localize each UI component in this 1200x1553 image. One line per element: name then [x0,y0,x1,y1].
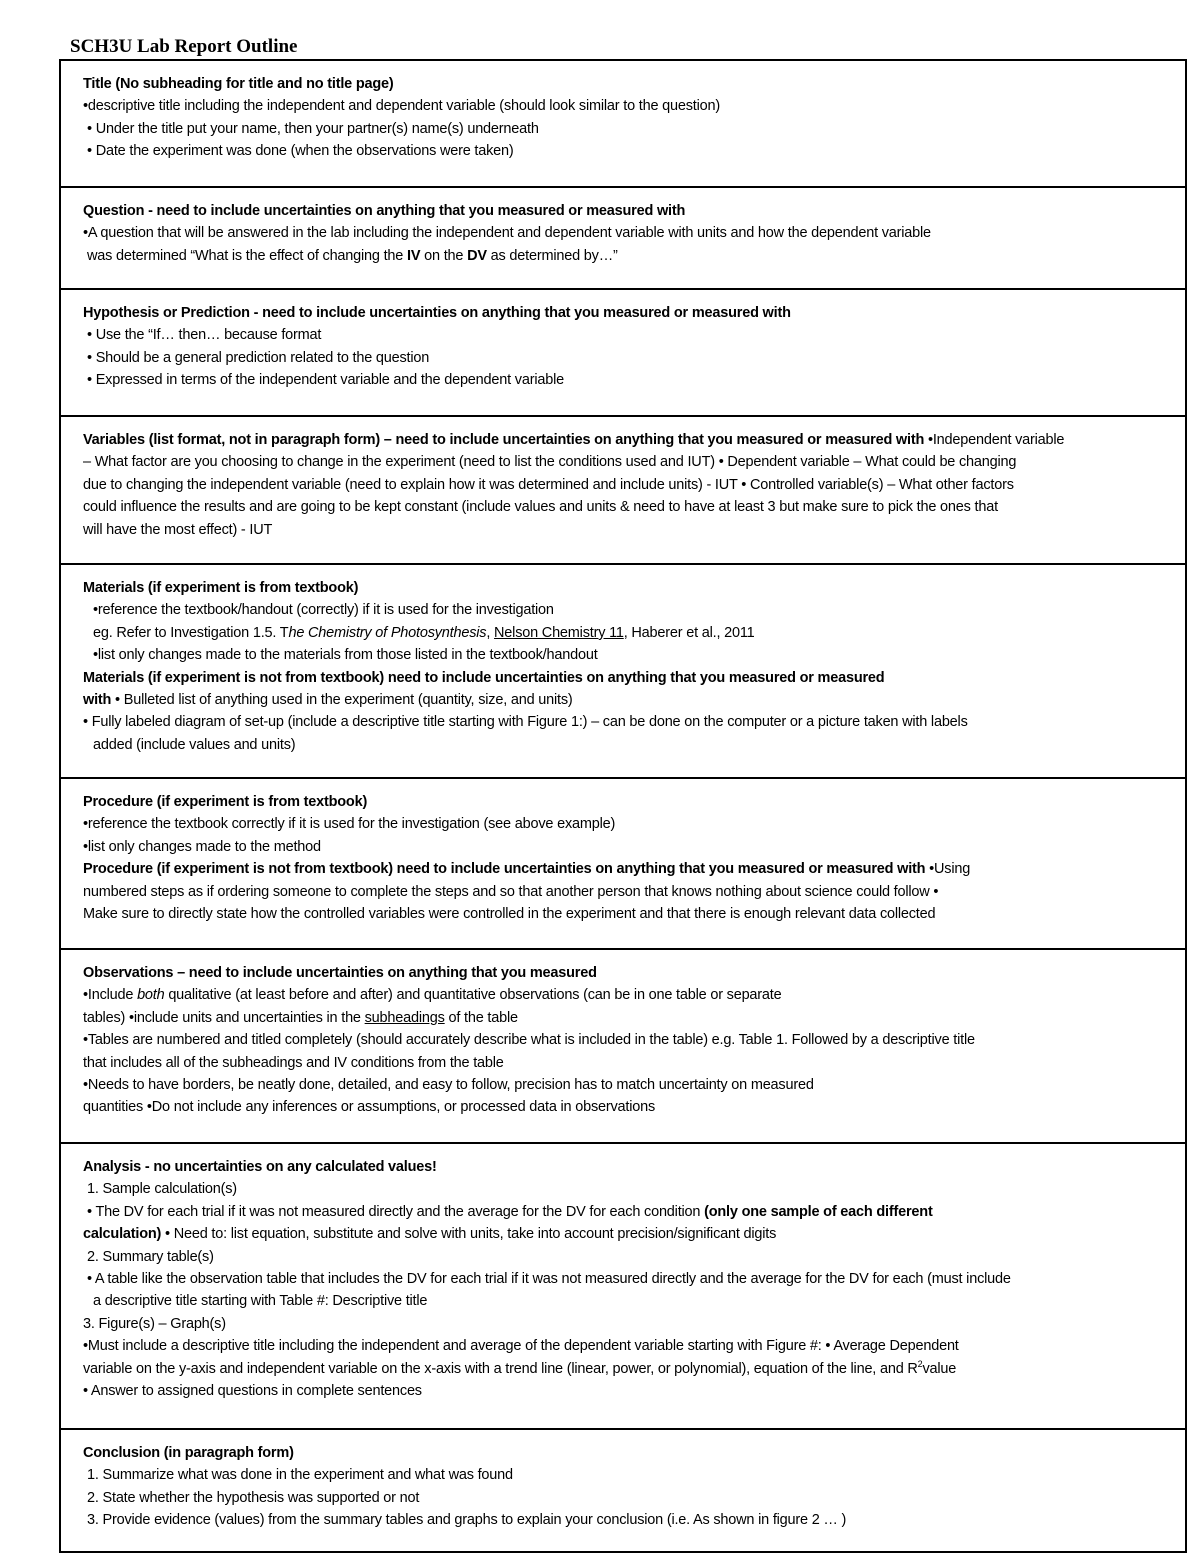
page-title: SCH3U Lab Report Outline [70,36,298,57]
text-line: numbered steps as if ordering someone to complete the steps and so that another person that knows nothing about science could follow • [83,883,939,900]
text-line: a descriptive title starting with Table #: Descriptive title [93,1293,428,1310]
section-analysis [61,1144,1185,1430]
bullet-line: •Tables are numbered and titled completely (should accurately describe what is included in the table) e.g. Table 1. Followed by a descriptive title [83,1032,975,1049]
bullet-line: • The DV for each trial if it was not measured directly and the average for the DV for each condition (only one sample of each different [87,1203,933,1220]
text-line: variable on the y-axis and independent variable on the x-axis with a trend line (linear, power, or polynomial), equation of the line, and $R^2value$ [83,1358,957,1377]
text-line: quantities •Do not include any inferences or assumptions, or processed data in observations [83,1099,656,1116]
section-heading: Hypothesis or Prediction - need to include uncertainties on anything that you measured or measured with [83,305,791,321]
text-line: with • Bulleted list of anything used in the experiment (quantity, size, and units) [83,692,573,709]
section-heading: Analysis - no uncertainties on any calculated values! [83,1159,437,1175]
bullet-line: •reference the textbook correctly if it is used for the investigation (see above example) [83,816,616,833]
bullet-line: • Answer to assigned questions in complete sentences [83,1383,422,1400]
numbered-item: 3. Figure(s) – Graph(s) [83,1315,226,1332]
section-question [61,188,1185,290]
text-line: – What factor are you choosing to change in the experiment (need to list the conditions used and IUT) • Dependent variable – What could be changing [83,454,1017,471]
section-hypothesis [61,290,1185,417]
section-heading: Question - need to include uncertainties on anything that you measured or measured with [83,203,686,219]
section-variables [61,417,1185,565]
numbered-item: 3. Provide evidence (values) from the summary tables and graphs to explain your conclusion (i.e. As shown in figure 2 … ) [87,1512,847,1529]
text-line: Procedure (if experiment is not from textbook) need to include uncertainties on anything that you measured or measured with •Using [83,861,971,878]
bullet-line: •list only changes made to the materials from those listed in the textbook/handout [93,647,598,664]
example-reference: eg. Refer to Investigation 1.5. The Chemistry of Photosynthesis, Nelson Chemistry 11, Haberer et al., 2011 [93,624,755,641]
bullet-line: •list only changes made to the method [83,838,321,855]
bullet-line: •descriptive title including the independent and dependent variable (should look similar to the question) [83,98,720,115]
bullet-line: •Must include a descriptive title including the independent and average of the dependent variable starting with Figure #: • Average Dependent [83,1338,959,1355]
bullet-line: • Use the “If… then… because format [87,327,322,344]
text-line: added (include values and units) [93,736,296,753]
numbered-item: 1. Sample calculation(s) [87,1181,237,1198]
section-heading: Observations – need to include uncertainties on anything that you measured [83,965,597,981]
bullet-line: •Needs to have borders, be neatly done, detailed, and easy to follow, precision has to match uncertainty on measured [83,1077,814,1094]
text-line: was determined “What is the effect of changing the IV on the DV as determined by…” [87,247,618,264]
text-line: calculation) • Need to: list equation, substitute and solve with units, take into account precision/significant digits [83,1226,777,1243]
text-line: due to changing the independent variable (need to explain how it was determined and include units) - IUT • Controlled variable(s) – What other factors [83,476,1014,493]
section-materials [61,565,1185,779]
section-procedure [61,779,1185,950]
numbered-item: 1. Summarize what was done in the experiment and what was found [87,1467,513,1484]
section-conclusion [61,1430,1185,1551]
outline-table [59,59,1187,1553]
bullet-line: • Expressed in terms of the independent variable and the dependent variable [87,372,564,389]
text-line: •A question that will be answered in the lab including the independent and dependent variable with units and how the dependent variable [83,225,931,242]
section-heading: Variables (list format, not in paragraph form) – need to include uncertainties on anything that you measured or measured with [83,432,925,448]
bullet-line: •reference the textbook/handout (correctly) if it is used for the investigation [93,602,554,619]
bullet-line: • Under the title put your name, then your partner(s) name(s) underneath [87,120,539,137]
section-heading: Conclusion (in paragraph form) [83,1445,294,1461]
text-line: could influence the results and are going to be kept constant (include values and units & need to have at least 3 but make sure to pick the ones that [83,499,998,516]
bullet-line: •Include both qualitative (at least before and after) and quantitative observations (can be in one table or separate [83,987,782,1004]
bullet-line: • Fully labeled diagram of set-up (include a descriptive title starting with Figure 1:) – can be done on the computer or a picture taken with labels [83,714,968,731]
bullet-line: • Should be a general prediction related to the question [87,349,430,366]
text-line: Make sure to directly state how the controlled variables were controlled in the experiment and that there is enough relevant data collected [83,906,936,923]
section-heading: Title (No subheading for title and no title page) [83,76,394,92]
bullet-line: • A table like the observation table that includes the DV for each trial if it was not measured directly and the average for the DV for each (must include [87,1271,1011,1288]
section-heading: Materials (if experiment is from textbook) [83,580,359,596]
section-heading: Materials (if experiment is not from textbook) need to include uncertainties on anything that you measured or measured [83,669,885,686]
text-line: will have the most effect) - IUT [83,521,273,538]
section-heading: Procedure (if experiment is from textbook) [83,794,368,810]
bullet-line: tables) •include units and uncertainties in the subheadings of the table [83,1009,518,1026]
section-heading: Procedure (if experiment is not from textbook) need to include uncertainties on anything that you measured or measured with [83,861,926,878]
section-title [61,61,1185,188]
bullet-line: • Date the experiment was done (when the observations were taken) [87,143,514,160]
numbered-item: 2. Summary table(s) [87,1248,214,1265]
section-observations [61,950,1185,1144]
numbered-item: 2. State whether the hypothesis was supported or not [87,1489,420,1506]
text-line: that includes all of the subheadings and IV conditions from the table [83,1054,504,1071]
text-line: Variables (list format, not in paragraph form) – need to include uncertainties on anything that you measured or measured with •Independent variable [83,432,1065,448]
